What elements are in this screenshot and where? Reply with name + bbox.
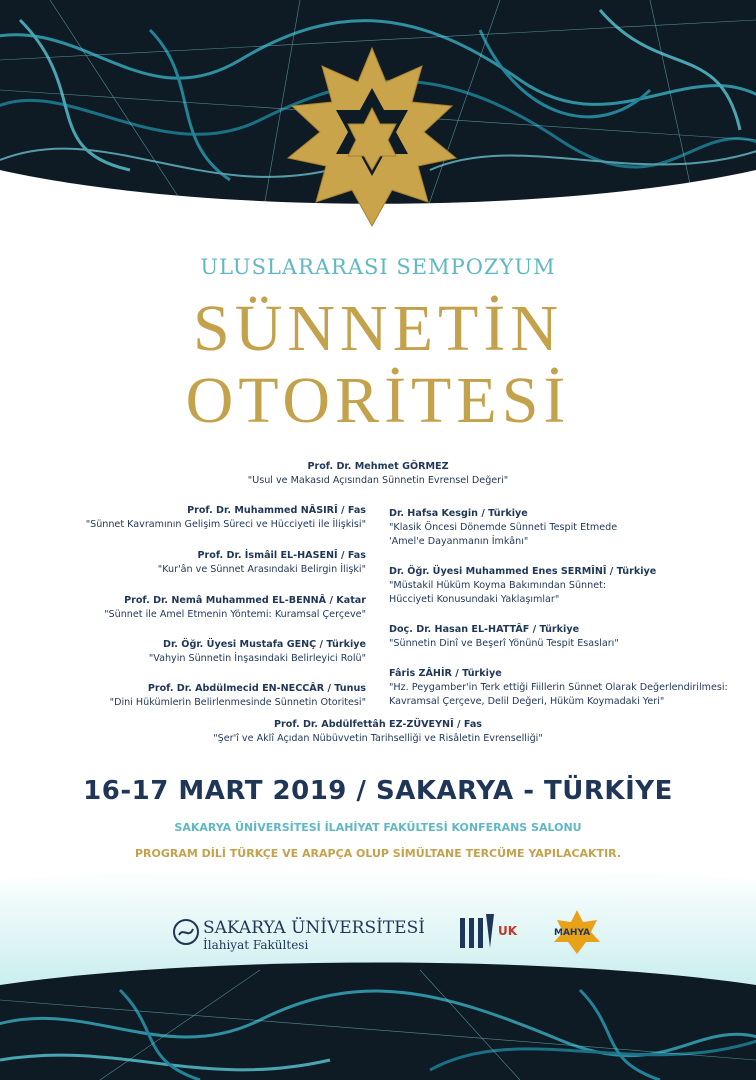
talk-title: "Dini Hükümlerin Belirlenmesinde Sünnetin Otoritesi" [109,697,366,708]
talk-title: "Hz. Peygamber'in Terk ettiği Fiillerin Sünnet Olarak Değerlendirilmesi: [389,682,728,693]
talk-title: "Sünnetin Dinî ve Beşerî Yönünü Tespit Esasları" [389,638,619,649]
talk-title: "Kur'ân ve Sünnet Arasındaki Belirgin İlişki" [157,564,366,575]
sakarya-emblem-icon [173,919,199,945]
mahya-name: MAHYA [554,928,591,938]
event-subtitle: ULUSLARARASI SEMPOZYUM [200,255,556,279]
talk-title-cont: Hücciyeti Konusundaki Yaklaşımlar" [389,594,560,605]
talk-title: "Şer'î ve Aklî Açıdan Nübüvvetin Tarihselliği ve Risâletin Evrenselliği" [213,733,543,744]
event-date-location: 16-17 MART 2019 / SAKARYA - TÜRKİYE [83,776,673,806]
talk-title: "Sünnet ile Amel Etmenin Yöntemi: Kuramsal Çerçeve" [104,609,366,620]
speaker-name: Dr. Hafsa Kesgin / Türkiye [389,508,528,519]
talk-title: "Müstakil Hüküm Koyma Bakımından Sünnet: [389,580,607,591]
speaker-block-left [36,594,366,622]
mahya-logo [552,908,602,964]
speaker-block-left [36,638,366,666]
talk-title: "Vahyin Sünnetin İnşasındaki Belirleyici Rolü" [148,653,366,664]
event-title-line2: OTORİTESİ [185,364,571,437]
speaker-name: Prof. Dr. Nemâ Muhammed EL-BENNÂ / Katar [124,595,366,606]
speaker-block-left [36,682,366,710]
bottom-art-band [0,963,756,1080]
event-venue: SAKARYA ÜNİVERSİTESİ İLAHİYAT FAKÜLTESİ KONFERANS SALONU [174,821,582,834]
event-language-note: PROGRAM DİLİ TÜRKÇE VE ARAPÇA OLUP SİMÜLTANE TERCÜME YAPILACAKTIR. [134,847,622,860]
talk-title-cont: Kavramsal Çerçeve, Delil Değeri, Hüküm Koymadaki Yeri" [389,696,665,707]
talk-title: "Usul ve Makasıd Açısından Sünnetin Evrensel Değeri" [247,475,509,486]
speaker-name: Prof. Dr. Abdülmecid EN-NECCÂR / Tunus [147,683,366,694]
university-name: SAKARYA ÜNİVERSİTESİ [203,918,425,938]
speaker-block-right [389,623,749,651]
speaker-name: Prof. Dr. Mehmet GÖRMEZ [307,461,449,472]
speaker-block-right [389,667,749,709]
speaker-name: Fâris ZÂHİR / Türkiye [389,668,502,679]
speaker-block-right [389,565,749,607]
event-title-line1: SÜNNETİN [193,292,563,365]
speaker-name: Dr. Öğr. Üyesi Mustafa GENÇ / Türkiye [162,639,366,650]
speaker-block-top [0,460,756,488]
speaker-name: Prof. Dr. Muhammed NÂSIRÎ / Fas [187,505,366,516]
talk-title: "Sünnet Kavramının Gelişim Süreci ve Hücciyeti ile İlişkisi" [85,519,366,530]
speaker-name: Doç. Dr. Hasan EL-HATTÂF / Türkiye [389,624,580,635]
speaker-block-left [36,549,366,577]
talk-title-cont: 'Amel'e Dayanmanın İmkânı" [389,536,529,547]
speaker-block-right [389,507,749,549]
speaker-name: Dr. Öğr. Üyesi Muhammed Enes SERMÎNÎ / Türkiye [389,566,657,577]
iiit-uk-suffix: UK [498,924,518,938]
speaker-name: Prof. Dr. Abdülfettâh EZ-ZÜVEYNÎ / Fas [273,719,483,730]
faculty-name: İlahiyat Fakültesi [203,938,309,952]
sakarya-university-logo [173,916,423,956]
iiit-uk-logo [458,910,520,952]
iiit-mark-icon [458,910,498,952]
speaker-block-left [36,504,366,532]
talk-title: "Klasik Öncesi Dönemde Sünneti Tespit Etmede [389,522,618,533]
speaker-name: Prof. Dr. İsmâil EL-HASENÎ / Fas [197,550,366,561]
speaker-block-bottom [0,718,756,746]
